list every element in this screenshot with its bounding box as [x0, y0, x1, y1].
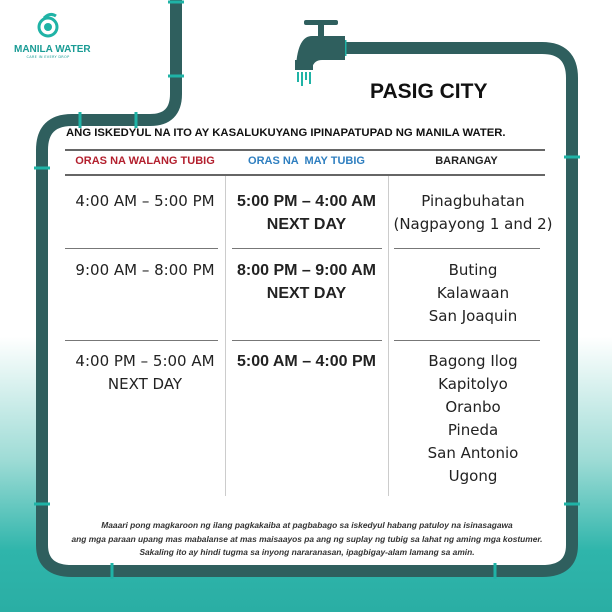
page-title: PASIG CITY [370, 80, 488, 103]
header-barangay: BARANGAY [435, 155, 498, 167]
cell-line: NEXT DAY [107, 375, 183, 393]
cell-no-water [65, 350, 225, 396]
cell-line: Kapitolyo [438, 375, 508, 393]
cell-barangay [388, 259, 558, 328]
subtitle: ANG ISKEDYUL NA ITO AY KASALUKUYANG IPINAPATUPAD NG MANILA WATER. [66, 127, 506, 139]
cell-line: 5:00 AM – 4:00 PM [236, 353, 376, 370]
cell-line: San Antonio [427, 444, 519, 462]
wave-logo-icon [36, 12, 60, 38]
logo-tagline: CARE IN EVERY DROP [26, 55, 70, 59]
cell-line: Buting [448, 261, 498, 279]
footer-line: Sakaling ito ay hindi tugma sa inyong nararanasan, ipagbigay-alam lamang sa amin. [139, 547, 475, 557]
cell-line: Pineda [447, 421, 499, 439]
cell-line: Pinagbuhatan [421, 192, 525, 210]
cell-barangay [388, 350, 558, 488]
row-divider [65, 248, 218, 249]
cell-no-water [65, 259, 225, 282]
divider [65, 149, 545, 151]
row-divider [232, 248, 382, 249]
cell-barangay [388, 190, 558, 236]
cell-line: 4:00 PM – 5:00 AM [75, 352, 215, 370]
cell-line: 9:00 AM – 8:00 PM [75, 261, 215, 279]
row-divider [232, 340, 382, 341]
cell-line: San Joaquin [428, 307, 518, 325]
row-divider [394, 340, 540, 341]
footer-line: ang mga paraan upang mas mabalanse at mas maisaayos pa ang ng suplay ng tubig sa lahat ng aming mga kostumer. [71, 533, 543, 544]
cell-with-water [225, 259, 388, 305]
footer-note [60, 519, 554, 560]
cell-line: Ugong [448, 467, 498, 485]
faucet-icon [295, 20, 345, 70]
cell-line: NEXT DAY [266, 285, 347, 302]
row-divider [65, 340, 218, 341]
cell-line: 5:00 PM – 4:00 AM [236, 193, 376, 210]
header-no-water: ORAS NA WALANG TUBIG [75, 155, 215, 167]
cell-line: Kalawaan [436, 284, 510, 302]
footer-line: Maaari pong magkaroon ng ilang pagkakaiba at pagbabago sa iskedyul habang patuloy na isinasagawa [101, 520, 513, 530]
cell-line: 8:00 PM – 9:00 AM [236, 262, 376, 279]
cell-no-water [65, 190, 225, 213]
logo-name: MANILA WATER [14, 44, 91, 55]
divider [65, 174, 545, 176]
cell-line: Bagong Ilog [428, 352, 518, 370]
cell-line: (Nagpayong 1 and 2) [393, 215, 553, 233]
row-divider [394, 248, 540, 249]
cell-with-water [225, 190, 388, 236]
cell-line: 4:00 AM – 5:00 PM [75, 192, 215, 210]
header-with-water: ORAS NA MAY TUBIG [248, 155, 365, 167]
cell-with-water [225, 350, 388, 373]
manila-water-logo [14, 12, 91, 59]
cell-line: NEXT DAY [266, 216, 347, 233]
cell-line: Oranbo [445, 398, 501, 416]
